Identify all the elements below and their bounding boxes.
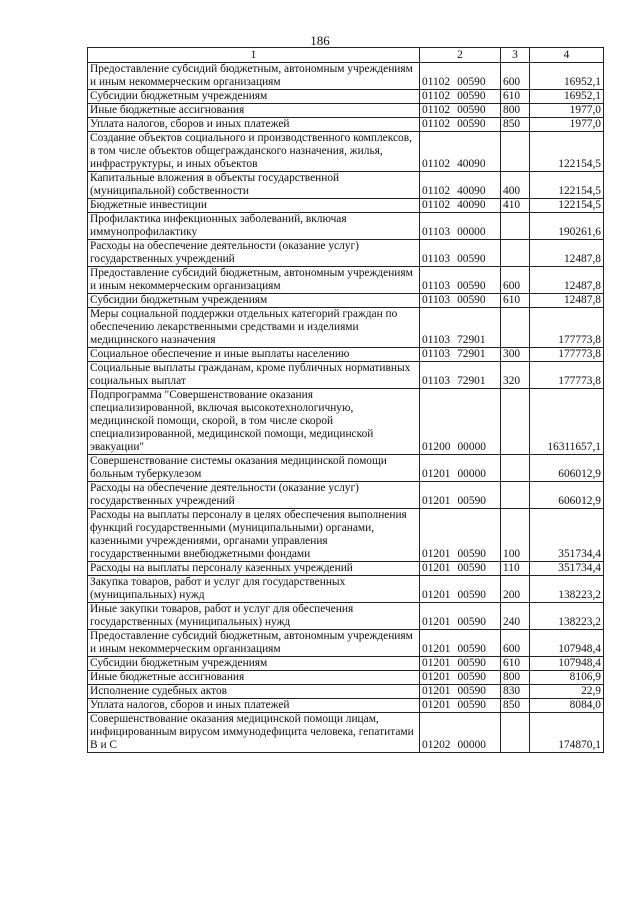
row-expense-type: 200 <box>501 576 530 603</box>
row-code <box>420 455 501 482</box>
table-row <box>88 713 604 753</box>
code-direction: 00590 <box>457 671 486 683</box>
row-code <box>420 267 501 294</box>
row-amount: 16952,1 <box>530 90 604 104</box>
header-col-1: 1 <box>88 48 420 63</box>
header-col-2: 2 <box>420 48 501 63</box>
table-row <box>88 240 604 267</box>
row-name: Социальные выплаты гражданам, кроме публичных нормативных социальных выплат <box>88 362 420 389</box>
row-amount: 16952,1 <box>530 63 604 90</box>
row-amount: 16311657,1 <box>530 389 604 455</box>
code-program: 01103 <box>422 226 451 238</box>
row-amount: 138223,2 <box>530 576 604 603</box>
row-expense-type <box>501 389 530 455</box>
row-expense-type <box>501 213 530 240</box>
row-expense-type: 610 <box>501 294 530 308</box>
row-expense-type <box>501 240 530 267</box>
row-amount: 606012,9 <box>530 455 604 482</box>
code-program: 01201 <box>422 643 451 655</box>
table-row <box>88 63 604 90</box>
code-program: 01201 <box>422 495 451 507</box>
table-row <box>88 657 604 671</box>
header-col-3: 3 <box>501 48 530 63</box>
code-program: 01201 <box>422 589 451 601</box>
table-row <box>88 267 604 294</box>
row-name: Расходы на выплаты персоналу казенных учреждений <box>88 562 420 576</box>
row-code <box>420 213 501 240</box>
code-direction: 00590 <box>457 90 486 102</box>
code-program: 01201 <box>422 657 451 669</box>
table-row <box>88 308 604 348</box>
row-amount: 122154,5 <box>530 172 604 199</box>
code-program: 01102 <box>422 158 451 170</box>
code-direction: 00590 <box>457 253 486 265</box>
row-expense-type: 850 <box>501 699 530 713</box>
code-direction: 40090 <box>457 199 486 211</box>
row-amount: 12487,8 <box>530 267 604 294</box>
code-direction: 00590 <box>457 562 486 574</box>
row-expense-type: 610 <box>501 657 530 671</box>
row-code <box>420 576 501 603</box>
code-program: 01201 <box>422 562 451 574</box>
row-name: Совершенствование оказания медицинской помощи лицам, инфицированным вирусом иммунодефицита человека, гепатитами В и С <box>88 713 420 753</box>
row-amount: 8084,0 <box>530 699 604 713</box>
row-amount: 8106,9 <box>530 671 604 685</box>
row-amount: 351734,4 <box>530 562 604 576</box>
row-expense-type <box>501 308 530 348</box>
code-program: 01201 <box>422 468 451 480</box>
code-direction: 00590 <box>457 294 486 306</box>
code-program: 01201 <box>422 671 451 683</box>
code-program: 01103 <box>422 375 451 387</box>
row-name: Профилактика инфекционных заболеваний, включая иммунопрофилактику <box>88 213 420 240</box>
row-code <box>420 294 501 308</box>
code-program: 01102 <box>422 185 451 197</box>
code-program: 01102 <box>422 118 451 130</box>
code-program: 01102 <box>422 90 451 102</box>
row-amount: 606012,9 <box>530 482 604 509</box>
row-code <box>420 362 501 389</box>
row-expense-type: 240 <box>501 603 530 630</box>
code-direction: 00590 <box>457 104 486 116</box>
table-row <box>88 482 604 509</box>
row-code <box>420 603 501 630</box>
row-amount: 177773,8 <box>530 362 604 389</box>
table-row <box>88 389 604 455</box>
table-row <box>88 104 604 118</box>
row-name: Субсидии бюджетным учреждениям <box>88 294 420 308</box>
row-code <box>420 132 501 172</box>
code-direction: 40090 <box>457 185 486 197</box>
table-row <box>88 671 604 685</box>
row-name: Меры социальной поддержки отдельных категорий граждан по обеспечению лекарственными средствами и изделиями медицинского назначения <box>88 308 420 348</box>
row-name: Создание объектов социального и производственного комплексов, в том числе объектов общегражданского назначения, жилья, инфраструктуры, и иных объектов <box>88 132 420 172</box>
row-amount: 122154,5 <box>530 199 604 213</box>
row-name: Уплата налогов, сборов и иных платежей <box>88 699 420 713</box>
row-expense-type <box>501 482 530 509</box>
table-row <box>88 685 604 699</box>
row-code <box>420 657 501 671</box>
table-row <box>88 294 604 308</box>
code-direction: 00590 <box>457 643 486 655</box>
row-expense-type: 110 <box>501 562 530 576</box>
row-name: Предоставление субсидий бюджетным, автономным учреждениям и иным некоммерческим организациям <box>88 630 420 657</box>
row-name: Капитальные вложения в объекты государственной (муниципальной) собственности <box>88 172 420 199</box>
row-amount: 138223,2 <box>530 603 604 630</box>
row-expense-type: 830 <box>501 685 530 699</box>
row-name: Совершенствование системы оказания медицинской помощи больным туберкулезом <box>88 455 420 482</box>
row-expense-type: 610 <box>501 90 530 104</box>
row-name: Социальное обеспечение и иные выплаты населению <box>88 348 420 362</box>
table-row <box>88 172 604 199</box>
table-row <box>88 699 604 713</box>
row-expense-type: 600 <box>501 630 530 657</box>
code-program: 01102 <box>422 199 451 211</box>
row-expense-type: 850 <box>501 118 530 132</box>
code-direction: 00590 <box>457 685 486 697</box>
row-name: Расходы на обеспечение деятельности (оказание услуг) государственных учреждений <box>88 240 420 267</box>
row-amount: 122154,5 <box>530 132 604 172</box>
table-row <box>88 562 604 576</box>
row-expense-type: 800 <box>501 671 530 685</box>
code-program: 01201 <box>422 616 451 628</box>
code-program: 01200 <box>422 441 451 453</box>
code-direction: 00590 <box>457 699 486 711</box>
code-program: 01102 <box>422 104 451 116</box>
code-direction: 00590 <box>457 589 486 601</box>
code-program: 01201 <box>422 548 451 560</box>
code-direction: 00590 <box>457 495 486 507</box>
row-expense-type: 600 <box>501 267 530 294</box>
code-direction: 40090 <box>457 158 486 170</box>
code-direction: 00590 <box>457 657 486 669</box>
row-amount: 22,9 <box>530 685 604 699</box>
table-row <box>88 348 604 362</box>
table-row <box>88 199 604 213</box>
row-amount: 174870,1 <box>530 713 604 753</box>
row-amount: 12487,8 <box>530 294 604 308</box>
code-program: 01103 <box>422 294 451 306</box>
row-expense-type <box>501 713 530 753</box>
row-code <box>420 240 501 267</box>
code-direction: 72901 <box>457 348 486 360</box>
row-code <box>420 685 501 699</box>
row-expense-type: 800 <box>501 104 530 118</box>
code-program: 01102 <box>422 76 451 88</box>
table-row <box>88 455 604 482</box>
row-code <box>420 630 501 657</box>
row-name: Предоставление субсидий бюджетным, автономным учреждениям и иным некоммерческим организациям <box>88 267 420 294</box>
row-amount: 12487,8 <box>530 240 604 267</box>
table-row <box>88 576 604 603</box>
row-amount: 1977,0 <box>530 104 604 118</box>
table-row <box>88 509 604 562</box>
row-name: Предоставление субсидий бюджетным, автономным учреждениям и иным некоммерческим организациям <box>88 63 420 90</box>
row-name: Уплата налогов, сборов и иных платежей <box>88 118 420 132</box>
table-row <box>88 603 604 630</box>
row-amount: 177773,8 <box>530 348 604 362</box>
row-code <box>420 172 501 199</box>
row-code <box>420 482 501 509</box>
row-name: Закупка товаров, работ и услуг для государственных (муниципальных) нужд <box>88 576 420 603</box>
row-code <box>420 104 501 118</box>
table-row <box>88 90 604 104</box>
row-name: Субсидии бюджетным учреждениям <box>88 90 420 104</box>
row-code <box>420 389 501 455</box>
table-row <box>88 630 604 657</box>
code-program: 01202 <box>422 739 451 751</box>
code-direction: 00000 <box>457 226 486 238</box>
header-row <box>88 48 604 63</box>
row-code <box>420 671 501 685</box>
code-direction: 00000 <box>457 739 486 751</box>
row-expense-type: 320 <box>501 362 530 389</box>
row-expense-type <box>501 132 530 172</box>
row-expense-type <box>501 455 530 482</box>
table-row <box>88 132 604 172</box>
header-col-4: 4 <box>530 48 604 63</box>
row-code <box>420 509 501 562</box>
row-expense-type: 410 <box>501 199 530 213</box>
code-program: 01103 <box>422 280 451 292</box>
row-code <box>420 199 501 213</box>
code-direction: 00590 <box>457 76 486 88</box>
table-row <box>88 362 604 389</box>
code-direction: 00590 <box>457 616 486 628</box>
code-direction: 00000 <box>457 468 486 480</box>
code-direction: 72901 <box>457 375 486 387</box>
code-program: 01201 <box>422 699 451 711</box>
row-name: Иные бюджетные ассигнования <box>88 671 420 685</box>
code-direction: 00590 <box>457 118 486 130</box>
row-code <box>420 348 501 362</box>
code-direction: 00590 <box>457 280 486 292</box>
row-name: Бюджетные инвестиции <box>88 199 420 213</box>
row-amount: 177773,8 <box>530 308 604 348</box>
row-code <box>420 90 501 104</box>
row-name: Исполнение судебных актов <box>88 685 420 699</box>
row-code <box>420 562 501 576</box>
page-number: 186 <box>310 33 330 48</box>
code-direction: 00000 <box>457 441 486 453</box>
row-name: Расходы на выплаты персоналу в целях обеспечения выполнения функций государственными (муниципальными) органами, казенными учреждениями, органами управления государственными внебюджетными фондами <box>88 509 420 562</box>
code-program: 01103 <box>422 334 451 346</box>
row-code <box>420 699 501 713</box>
row-expense-type: 300 <box>501 348 530 362</box>
code-direction: 72901 <box>457 334 486 346</box>
row-expense-type: 100 <box>501 509 530 562</box>
table-row <box>88 213 604 240</box>
row-name: Субсидии бюджетным учреждениям <box>88 657 420 671</box>
table-row <box>88 118 604 132</box>
row-code <box>420 308 501 348</box>
row-name: Расходы на обеспечение деятельности (оказание услуг) государственных учреждений <box>88 482 420 509</box>
budget-table <box>87 47 604 753</box>
row-expense-type: 600 <box>501 63 530 90</box>
code-program: 01201 <box>422 685 451 697</box>
row-amount: 107948,4 <box>530 657 604 671</box>
row-name: Подпрограмма "Совершенствование оказания специализированной, включая высокотехнологичную, медицинской помощи, скорой, в том числе скорой специализированной, медицинской помощи, медицинской эвакуации" <box>88 389 420 455</box>
row-amount: 351734,4 <box>530 509 604 562</box>
code-program: 01103 <box>422 253 451 265</box>
row-code <box>420 118 501 132</box>
row-amount: 1977,0 <box>530 118 604 132</box>
row-amount: 107948,4 <box>530 630 604 657</box>
row-code <box>420 63 501 90</box>
code-direction: 00590 <box>457 548 486 560</box>
row-amount: 190261,6 <box>530 213 604 240</box>
row-name: Иные закупки товаров, работ и услуг для обеспечения государственных (муниципальных) нужд <box>88 603 420 630</box>
code-program: 01103 <box>422 348 451 360</box>
row-name: Иные бюджетные ассигнования <box>88 104 420 118</box>
row-code <box>420 713 501 753</box>
row-expense-type: 400 <box>501 172 530 199</box>
